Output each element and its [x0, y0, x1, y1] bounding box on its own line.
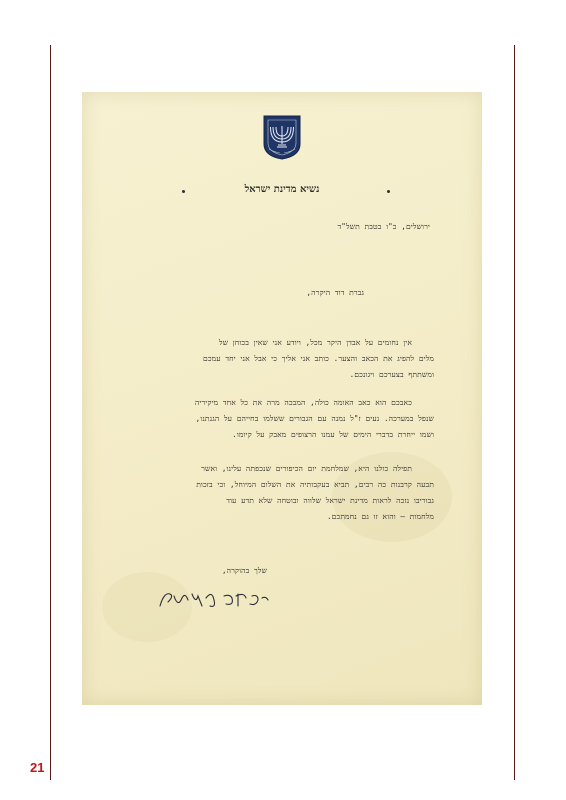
paragraph-line: מלחמות – והוא זו גם נחמתכם.	[327, 512, 434, 521]
handwritten-signature	[152, 584, 272, 616]
salutation: גברת דוד היקרה,	[306, 288, 364, 297]
date-line: ירושלים, כ"ו בטבת תשל"ד	[337, 222, 430, 231]
menorah-emblem-icon	[262, 114, 302, 160]
heading-dot	[387, 190, 390, 193]
paragraph-line: ומשתתף בצערכם ויגונכם.	[349, 370, 434, 379]
paragraph-line: תפילה כולנו היא, שמלחמת יום הכיפורים שנכפתה עלינו, ואשר	[201, 464, 412, 473]
right-margin-rule	[514, 45, 515, 780]
paragraph-line: תבעה קרבנות כה רבים, תביא בעקבותיה את השלום המיוחל, וכי בזכות	[196, 480, 434, 489]
left-margin-rule	[50, 45, 51, 780]
paragraph-line: מלים להפיג את הכאב והצער. כותב אני אליך כי אבל אני יחד עמכם	[203, 354, 434, 363]
paragraph-line: כאבכם הוא כאב האומה כולה, המבכה מרה את כל אחד מיקיריה	[194, 398, 412, 407]
paragraph-line: גבוריבו נזכה לראות מדינת ישראל שלווה ובוטחה שלא תדע עוד	[226, 496, 434, 505]
page-number: 21	[30, 760, 45, 775]
paragraph-line: ושמו ייחרת בדברי הימים של עמנו הרצופים מאבק על קיומו.	[232, 430, 434, 439]
letter-heading: נשיא מדינת ישראל	[244, 184, 320, 195]
paragraph-line: שנפל במערכה. נעים ז"ל נמנה עם הגבורים ששלמו בחייהם על הגנתנו,	[195, 414, 434, 423]
heading-dot	[182, 190, 185, 193]
paragraph-line: אין נחומים על אבדן היקר מכל, ויודע אני שאין בכוחן של	[218, 338, 412, 347]
letter-scan	[82, 92, 482, 705]
closing: שלך בהוקרה,	[221, 566, 267, 575]
